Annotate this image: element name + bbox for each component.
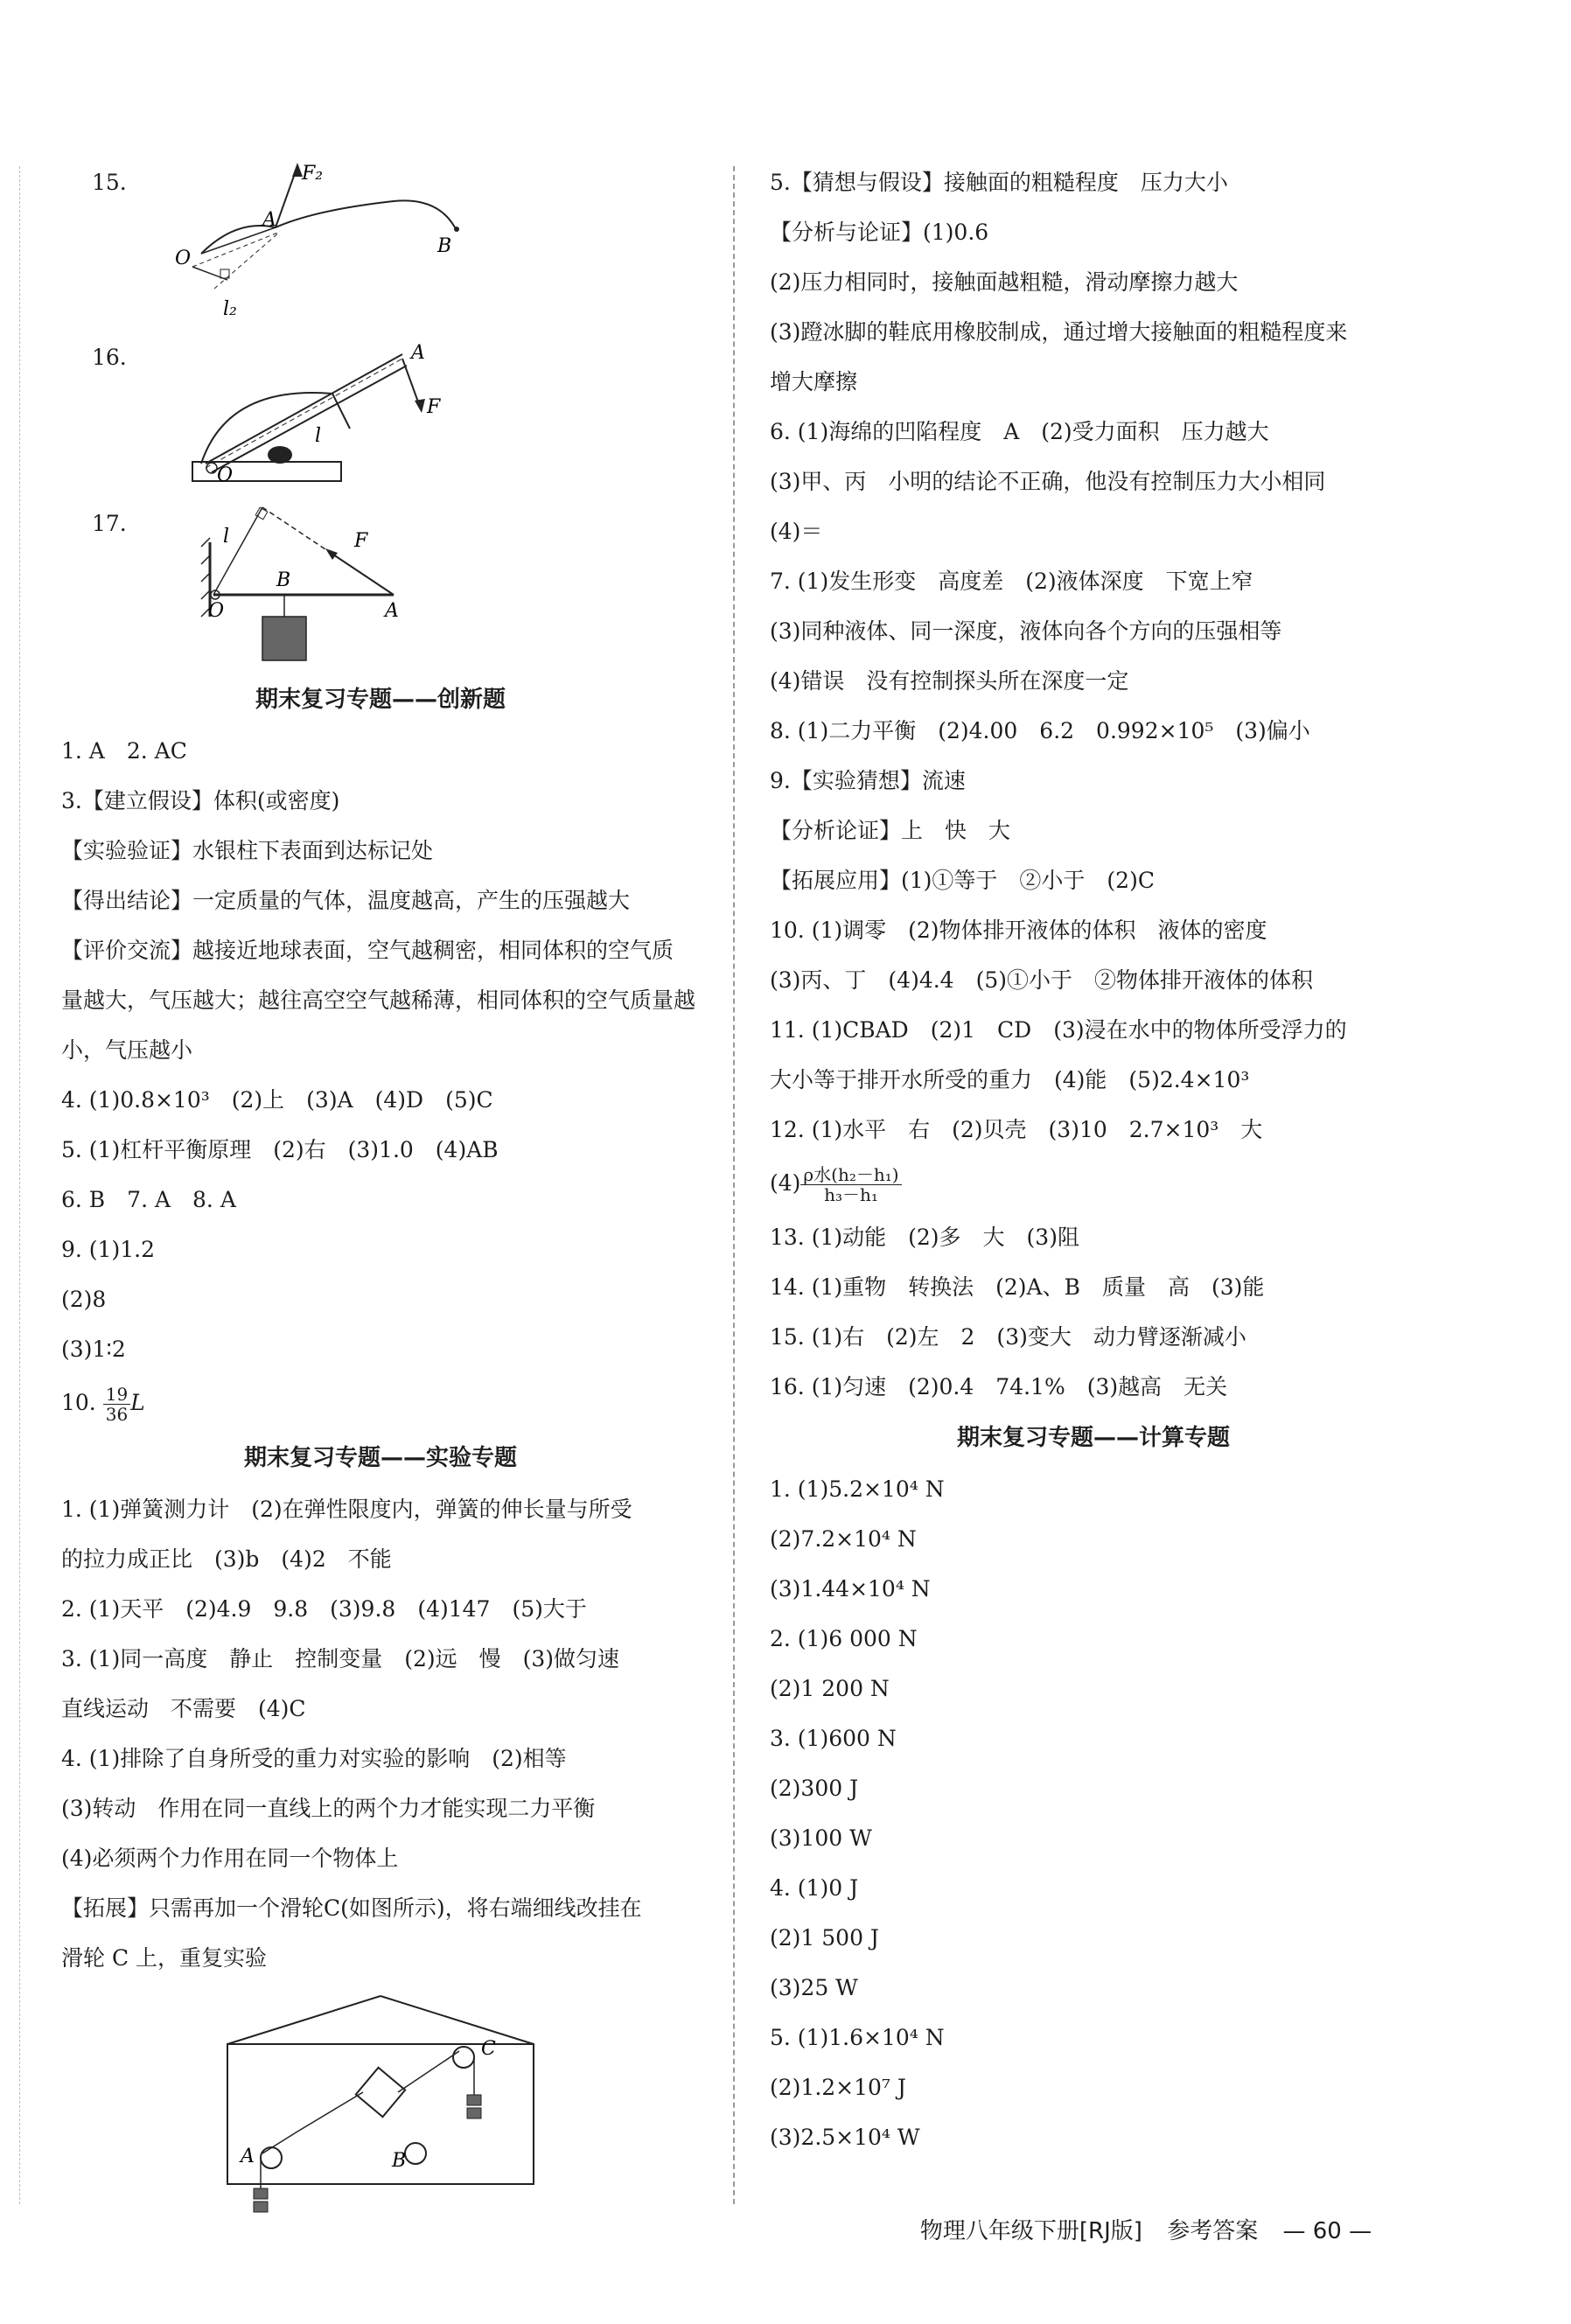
lever-diagram-15 <box>140 157 542 332</box>
answer-line: (2)7.2×10⁴ N <box>770 1526 917 1552</box>
experiment-answers <box>61 1484 700 1983</box>
answer-line: 滑轮 C 上，重复实验 <box>61 1945 268 1971</box>
svg-text:B: B <box>392 2150 407 2172</box>
answer-line: (3)100 W <box>770 1825 872 1851</box>
answer-line: 12. (1)水平 右 (2)贝壳 (3)10 2.7×10³ 大 <box>770 1117 1263 1142</box>
answer-line-q10: 10. $\frac{19}{36}$ L <box>61 1384 145 1425</box>
column-divider <box>733 166 735 2204</box>
book-title: 物理八年级下册[RJ版] <box>919 2218 1142 2244</box>
left-column <box>61 157 700 2223</box>
fraction: $\frac{19}{36}$ <box>103 1385 130 1424</box>
answer-line: 【得出结论】一定质量的气体，温度越高，产生的压强越大 <box>61 888 631 913</box>
svg-text:F: F <box>354 530 368 552</box>
figure-15 <box>61 157 700 332</box>
answer-line: 大小等于排开水所受的重力 (4)能 (5)2.4×10³ <box>770 1067 1250 1092</box>
right-column <box>770 157 1417 2162</box>
svg-text:A: A <box>385 600 399 622</box>
figure-17 <box>61 499 700 673</box>
answer-line: (3)同种液体、同一深度，液体向各个方向的压强相等 <box>770 618 1282 644</box>
calculation-answers <box>770 1464 1417 2162</box>
answer-line: (2)1 500 J <box>770 1925 879 1951</box>
answer-line: (2)1 200 N <box>770 1676 890 1701</box>
figure-number: 16. <box>92 345 127 370</box>
svg-text:B: B <box>276 569 291 591</box>
answer-line: (3)1.44×10⁴ N <box>770 1576 931 1602</box>
answer-line: 【分析与论证】(1)0.6 <box>770 220 989 245</box>
svg-text:l: l <box>315 425 322 447</box>
fraction: $\frac{\text{ρ水(h₂－h₁)}}{\text{h₃－h₁}}$ <box>800 1165 901 1204</box>
answer-line: 10. (1)调零 (2)物体排开液体的体积 液体的密度 <box>770 918 1267 943</box>
answer-line: (3)1∶2 <box>61 1336 126 1362</box>
svg-text:l: l <box>223 526 230 548</box>
answer-line: 4. (1)0.8×10³ (2)上 (3)A (4)D (5)C <box>61 1087 493 1113</box>
binding-edge <box>19 166 20 2204</box>
answer-line: 的拉力成正比 (3)b (4)2 不能 <box>61 1546 392 1572</box>
lever-diagram-17 <box>140 499 542 673</box>
answer-line: 1. (1)弹簧测力计 (2)在弹性限度内，弹簧的伸长量与所受 <box>61 1497 632 1522</box>
answer-line: (3)25 W <box>770 1975 858 2000</box>
svg-text:O: O <box>217 464 234 486</box>
section-title-calculation: 期末复习专题——计算专题 <box>956 1425 1230 1451</box>
answer-line: (3)2.5×10⁴ W <box>770 2125 920 2150</box>
answer-line: 6. B 7. A 8. A <box>61 1187 236 1212</box>
answer-line: (4)必须两个力作用在同一个物体上 <box>61 1846 399 1871</box>
answer-line: (2)1.2×10⁷ J <box>770 2075 906 2100</box>
svg-text:B: B <box>437 235 452 257</box>
figure-number: 15. <box>92 170 127 195</box>
answer-line: 16. (1)匀速 (2)0.4 74.1% (3)越高 无关 <box>770 1374 1228 1399</box>
answer-line: 9. (1)1.2 <box>61 1237 155 1262</box>
answer-line: 3. (1)同一高度 静止 控制变量 (2)远 慢 (3)做匀速 <box>61 1646 620 1671</box>
svg-text:A: A <box>241 2146 255 2167</box>
svg-text:l₂: l₂ <box>223 298 237 320</box>
answer-line: 8. (1)二力平衡 (2)4.00 6.2 0.992×10⁵ (3)偏小 <box>770 718 1310 743</box>
svg-text:C: C <box>481 2038 496 2060</box>
answer-line: (3)丙、丁 (4)4.4 (5)①小于 ②物体排开液体的体积 <box>770 967 1313 993</box>
figure-number: 17. <box>92 511 127 536</box>
answer-line: 11. (1)CBAD (2)1 CD (3)浸在水中的物体所受浮力的 <box>770 1017 1347 1043</box>
answer-line: 15. (1)右 (2)左 2 (3)变大 动力臂逐渐减小 <box>770 1324 1246 1350</box>
answer-line: 3.【建立假设】体积(或密度) <box>61 788 340 813</box>
answer-line: 9.【实验猜想】流速 <box>770 768 966 793</box>
svg-text:A: A <box>411 342 425 364</box>
answer-line: 直线运动 不需要 (4)C <box>61 1696 306 1721</box>
answer-line: 【拓展应用】(1)①等于 ②小于 (2)C <box>770 868 1155 893</box>
answer-line: 5.【猜想与假设】接触面的粗糙程度 压力大小 <box>770 170 1228 195</box>
svg-text:O: O <box>175 248 192 269</box>
answer-line: 14. (1)重物 转换法 (2)A、B 质量 高 (3)能 <box>770 1274 1265 1300</box>
svg-text:A: A <box>262 209 276 231</box>
answer-line: 4. (1)排除了自身所受的重力对实验的影响 (2)相等 <box>61 1746 567 1771</box>
answer-line: 【实验验证】水银柱下表面到达标记处 <box>61 838 434 863</box>
lever-diagram-16 <box>140 332 542 499</box>
answer-line: 小，气压越小 <box>61 1037 193 1063</box>
answer-line: 13. (1)动能 (2)多 大 (3)阻 <box>770 1225 1079 1250</box>
answer-line: (3)蹬冰脚的鞋底用橡胶制成，通过增大接触面的粗糙程度来 <box>770 319 1348 345</box>
answer-line: (2)压力相同时，接触面越粗糙，滑动摩擦力越大 <box>770 269 1239 295</box>
answer-line: 6. (1)海绵的凹陷程度 A (2)受力面积 压力越大 <box>770 419 1269 444</box>
answer-line: 4. (1)0 J <box>770 1875 859 1901</box>
page-number: — 60 — <box>1282 2218 1372 2244</box>
answer-line: 量越大，气压越大；越往高空空气越稀薄，相同体积的空气质量越 <box>61 988 696 1013</box>
answer-line: 2. (1)天平 (2)4.9 9.8 (3)9.8 (4)147 (5)大于 <box>61 1596 587 1622</box>
answer-line: 1. (1)5.2×10⁴ N <box>770 1476 945 1502</box>
innovation-answers <box>61 726 700 1432</box>
page-footer <box>770 2213 1522 2245</box>
footer-section: 参考答案 <box>1167 2218 1259 2244</box>
answer-line: 5. (1)杠杆平衡原理 (2)右 (3)1.0 (4)AB <box>61 1137 499 1162</box>
svg-text:F: F <box>427 396 441 418</box>
figure-16 <box>61 332 700 499</box>
answer-line: (2)8 <box>61 1287 107 1312</box>
answer-line: 5. (1)1.6×10⁴ N <box>770 2025 945 2050</box>
answer-line: 3. (1)600 N <box>770 1726 897 1751</box>
answer-line: 2. (1)6 000 N <box>770 1626 918 1651</box>
answer-line: (3)甲、丙 小明的结论不正确，他没有控制压力大小相同 <box>770 469 1326 494</box>
answer-line: (2)300 J <box>770 1776 859 1801</box>
answer-line: 增大摩擦 <box>770 369 858 394</box>
svg-text:O: O <box>208 600 225 622</box>
answer-line: (3)转动 作用在同一直线上的两个力才能实现二力平衡 <box>61 1796 596 1821</box>
svg-text:F₂: F₂ <box>302 163 324 185</box>
answer-line: (4)错误 没有控制探头所在深度一定 <box>770 668 1129 694</box>
answer-line: 【分析论证】上 快 大 <box>770 818 1011 843</box>
answer-line-q12-4: (4) $\frac{\text{ρ水(h₂－h₁)}}{\text{h₃－h₁}}$ <box>770 1155 1417 1212</box>
experiment-answers-continued <box>770 157 1417 1412</box>
answer-line: 【拓展】只需再加一个滑轮C(如图所示)，将右端细线改挂在 <box>61 1895 642 1921</box>
pulley-diagram <box>192 1992 612 2219</box>
answer-line: (4)＝ <box>770 519 823 544</box>
answer-line: 【评价交流】越接近地球表面，空气越稠密，相同体积的空气质 <box>61 938 674 963</box>
answer-line: 7. (1)发生形变 高度差 (2)液体深度 下宽上窄 <box>770 569 1253 594</box>
section-title-experiment: 期末复习专题——实验专题 <box>243 1445 517 1471</box>
section-title-innovation: 期末复习专题——创新题 <box>255 687 506 713</box>
answer-line: 1. A 2. AC <box>61 738 187 764</box>
